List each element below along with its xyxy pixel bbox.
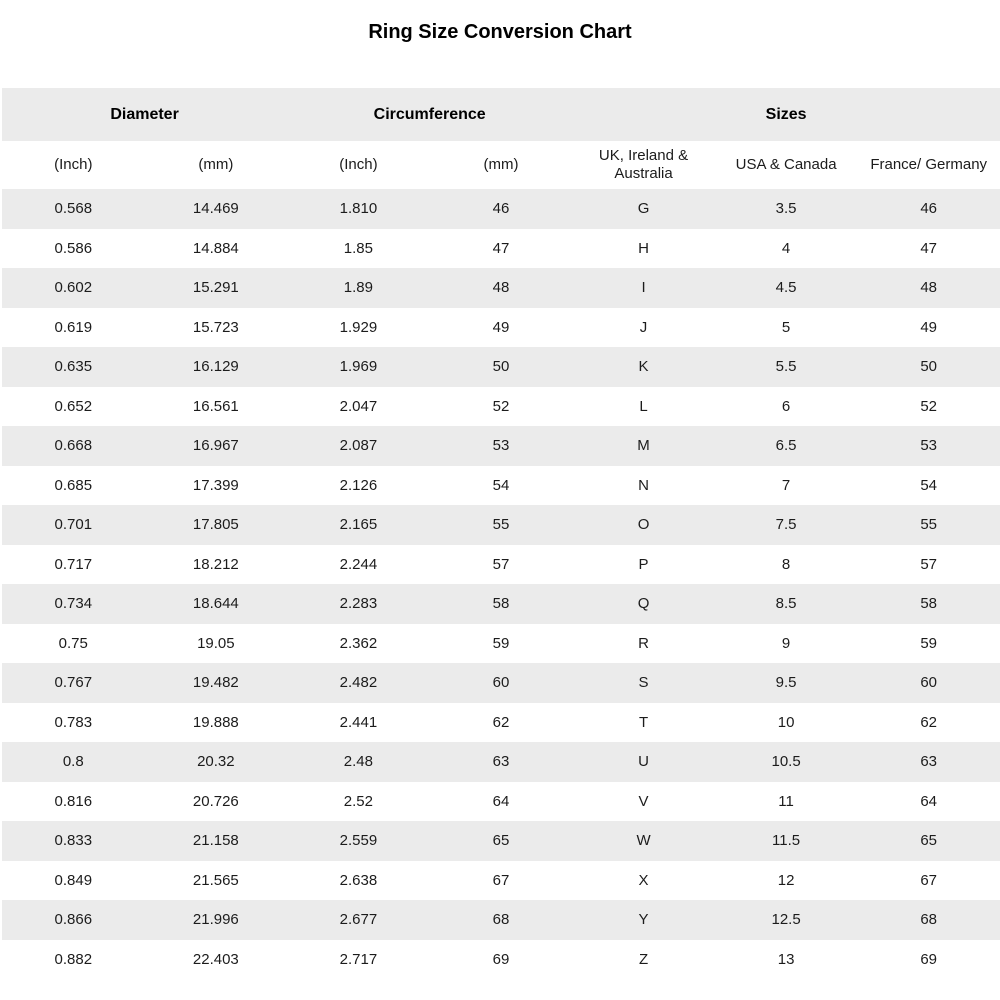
table-cell: 0.75 — [58, 634, 88, 652]
table-row — [2, 782, 1000, 822]
table-cell: 68 — [920, 911, 938, 929]
table-cell: 0.586 — [54, 239, 93, 257]
table-row — [2, 229, 1000, 269]
table-cell: 54 — [492, 476, 510, 494]
table-cell: 1.85 — [343, 239, 373, 257]
group-header-diameter: Diameter — [2, 88, 287, 141]
table-cell: 50 — [920, 358, 938, 376]
table-row — [2, 703, 1000, 743]
table-cell: 2.165 — [339, 516, 378, 534]
table-cell: 15.291 — [192, 279, 239, 297]
table-cell: 2.283 — [339, 595, 378, 613]
table-cell: Y — [638, 911, 649, 929]
table-row — [2, 940, 1000, 980]
table-cell: 67 — [920, 871, 938, 889]
table-cell: 2.362 — [339, 634, 378, 652]
table-cell: 69 — [920, 950, 938, 968]
table-cell: 60 — [492, 674, 510, 692]
table-cell: 2.087 — [339, 437, 378, 455]
table-row — [2, 268, 1000, 308]
table-cell: 50 — [492, 358, 510, 376]
table-row — [2, 347, 1000, 387]
table-cell: 1.929 — [339, 318, 378, 336]
table-cell: 2.482 — [339, 674, 378, 692]
table-cell: 0.767 — [54, 674, 93, 692]
table-cell: R — [638, 634, 649, 652]
table-cell: Z — [638, 950, 649, 968]
table-cell: 0.717 — [54, 555, 93, 573]
table-cell: 58 — [920, 595, 938, 613]
table-row — [2, 426, 1000, 466]
table-cell: 2.244 — [339, 555, 378, 573]
column-header-usa-canada: USA & Canada — [715, 141, 858, 189]
table-cell: 49 — [920, 318, 938, 336]
table-cell: 48 — [492, 279, 510, 297]
table-cell: T — [638, 713, 649, 731]
table-cell: 69 — [492, 950, 510, 968]
table-cell: 2.717 — [339, 950, 378, 968]
table-cell: 63 — [492, 753, 510, 771]
table-cell: 20.32 — [197, 753, 235, 771]
table-cell: 0.635 — [54, 358, 93, 376]
column-header-row — [2, 141, 1000, 189]
table-cell: 4.5 — [775, 279, 797, 297]
table-row — [2, 505, 1000, 545]
table-cell: 52 — [492, 397, 510, 415]
table-cell: N — [638, 476, 649, 494]
table-cell: 52 — [920, 397, 938, 415]
table-cell: 21.158 — [192, 832, 239, 850]
table-cell: 19.05 — [197, 634, 235, 652]
table-cell: 19.888 — [192, 713, 239, 731]
table-cell: 5.5 — [775, 358, 797, 376]
table-cell: Q — [637, 595, 650, 613]
group-header-sizes: Sizes — [572, 88, 1000, 141]
table-cell: 16.967 — [192, 437, 239, 455]
table-cell: 22.403 — [192, 950, 239, 968]
table-row — [2, 861, 1000, 901]
table-cell: 64 — [492, 792, 510, 810]
table-cell: 2.559 — [339, 832, 378, 850]
column-header-diameter-mm: (mm) — [145, 141, 288, 189]
table-body — [2, 189, 1000, 979]
table-cell: 10 — [777, 713, 795, 731]
table-cell: 6.5 — [775, 437, 797, 455]
table-row — [2, 466, 1000, 506]
table-cell: 49 — [492, 318, 510, 336]
table-cell: 2.638 — [339, 871, 378, 889]
group-header-circumference: Circumference — [287, 88, 572, 141]
table-cell: 0.866 — [54, 911, 93, 929]
table-cell: 1.810 — [339, 200, 378, 218]
table-cell: 0.652 — [54, 397, 93, 415]
table-cell: 0.882 — [54, 950, 93, 968]
table-cell: M — [637, 437, 650, 455]
table-cell: 18.644 — [192, 595, 239, 613]
table-cell: 62 — [492, 713, 510, 731]
table-cell: 47 — [492, 239, 510, 257]
table-cell: 1.89 — [343, 279, 373, 297]
table-row — [2, 308, 1000, 348]
table-cell: 7.5 — [775, 516, 797, 534]
table-cell: 53 — [492, 437, 510, 455]
table-cell: 0.619 — [54, 318, 93, 336]
table-cell: 17.805 — [192, 516, 239, 534]
table-cell: 64 — [920, 792, 938, 810]
table-cell: 20.726 — [192, 792, 239, 810]
table-cell: 2.126 — [339, 476, 378, 494]
table-cell: W — [636, 832, 651, 850]
table-row — [2, 584, 1000, 624]
table-cell: 21.565 — [192, 871, 239, 889]
table-cell: 55 — [492, 516, 510, 534]
table-cell: 0.8 — [62, 753, 84, 771]
table-cell: 57 — [492, 555, 510, 573]
table-cell: 16.129 — [192, 358, 239, 376]
group-header-row — [2, 88, 1000, 141]
table-cell: L — [639, 397, 648, 415]
table-cell: 54 — [920, 476, 938, 494]
table-cell: 0.783 — [54, 713, 93, 731]
table-cell: 0.668 — [54, 437, 93, 455]
table-cell: 11 — [778, 792, 794, 810]
table-cell: 4 — [781, 239, 791, 257]
table-cell: 46 — [920, 200, 938, 218]
table-cell: 13 — [777, 950, 795, 968]
table-cell: 10.5 — [771, 753, 801, 771]
table-cell: 63 — [920, 753, 938, 771]
table-cell: 0.685 — [54, 476, 93, 494]
table-cell: V — [638, 792, 649, 810]
column-header-diameter-inch: (Inch) — [2, 141, 145, 189]
table-row — [2, 545, 1000, 585]
table-cell: 48 — [920, 279, 938, 297]
table-cell: I — [641, 279, 646, 297]
table-cell: 55 — [920, 516, 938, 534]
table-cell: 65 — [920, 832, 938, 850]
table-row — [2, 742, 1000, 782]
table-row — [2, 189, 1000, 229]
table-cell: 57 — [920, 555, 938, 573]
table-cell: 12 — [777, 871, 795, 889]
column-header-uk-ireland-australia: UK, Ireland & Australia — [572, 141, 715, 189]
table-cell: O — [637, 516, 650, 534]
table-cell: 67 — [492, 871, 510, 889]
table-cell: 2.52 — [343, 792, 373, 810]
table-cell: 8 — [781, 555, 791, 573]
table-cell: U — [638, 753, 649, 771]
table-cell: 60 — [920, 674, 938, 692]
table-cell: J — [639, 318, 648, 336]
table-cell: 12.5 — [771, 911, 801, 929]
table-cell: 47 — [920, 239, 938, 257]
table-cell: 2.047 — [339, 397, 378, 415]
table-cell: 53 — [920, 437, 938, 455]
table-cell: 14.884 — [192, 239, 239, 257]
table-cell: 65 — [492, 832, 510, 850]
table-cell: 3.5 — [775, 200, 797, 218]
table-cell: 1.969 — [339, 358, 378, 376]
table-cell: 15.723 — [192, 318, 239, 336]
table-cell: 18.212 — [192, 555, 239, 573]
table-cell: 6 — [781, 397, 791, 415]
table-cell: 9.5 — [775, 674, 797, 692]
table-cell: 0.849 — [54, 871, 93, 889]
table-cell: 62 — [920, 713, 938, 731]
table-cell: 58 — [492, 595, 510, 613]
table-cell: 0.701 — [54, 516, 93, 534]
table-cell: P — [638, 555, 649, 573]
table-cell: 16.561 — [192, 397, 239, 415]
table-cell: 14.469 — [192, 200, 239, 218]
table-row — [2, 900, 1000, 940]
table-row — [2, 663, 1000, 703]
table-cell: 8.5 — [775, 595, 797, 613]
table-cell: 17.399 — [192, 476, 239, 494]
table-cell: 9 — [781, 634, 791, 652]
table-cell: 19.482 — [192, 674, 239, 692]
ring-size-conversion-table — [2, 88, 1000, 979]
table-cell: 59 — [920, 634, 938, 652]
table-cell: 59 — [492, 634, 510, 652]
table-cell: 46 — [492, 200, 510, 218]
table-head — [2, 88, 1000, 189]
table-cell: 0.568 — [54, 200, 93, 218]
column-header-circumference-mm: (mm) — [430, 141, 573, 189]
table-cell: 2.48 — [343, 753, 373, 771]
table-cell: 21.996 — [192, 911, 239, 929]
table-cell: 0.816 — [54, 792, 93, 810]
table-cell: 0.833 — [54, 832, 93, 850]
table-row — [2, 624, 1000, 664]
table-cell: 0.734 — [54, 595, 93, 613]
table-cell: X — [638, 871, 649, 889]
table-cell: S — [638, 674, 649, 692]
page-title: Ring Size Conversion Chart — [368, 21, 632, 43]
table-cell: 5 — [781, 318, 791, 336]
table-cell: 68 — [492, 911, 510, 929]
table-cell: K — [638, 358, 649, 376]
table-cell: H — [638, 239, 649, 257]
table-row — [2, 821, 1000, 861]
column-header-france-germany: France/ Germany — [857, 141, 1000, 189]
table-cell: 2.441 — [339, 713, 378, 731]
table-row — [2, 387, 1000, 427]
table-cell: 2.677 — [339, 911, 378, 929]
table-cell: 0.602 — [54, 279, 93, 297]
table-cell: 7 — [781, 476, 791, 494]
column-header-circumference-inch: (Inch) — [287, 141, 430, 189]
table-cell: 11.5 — [772, 832, 801, 850]
table-cell: G — [637, 200, 650, 218]
